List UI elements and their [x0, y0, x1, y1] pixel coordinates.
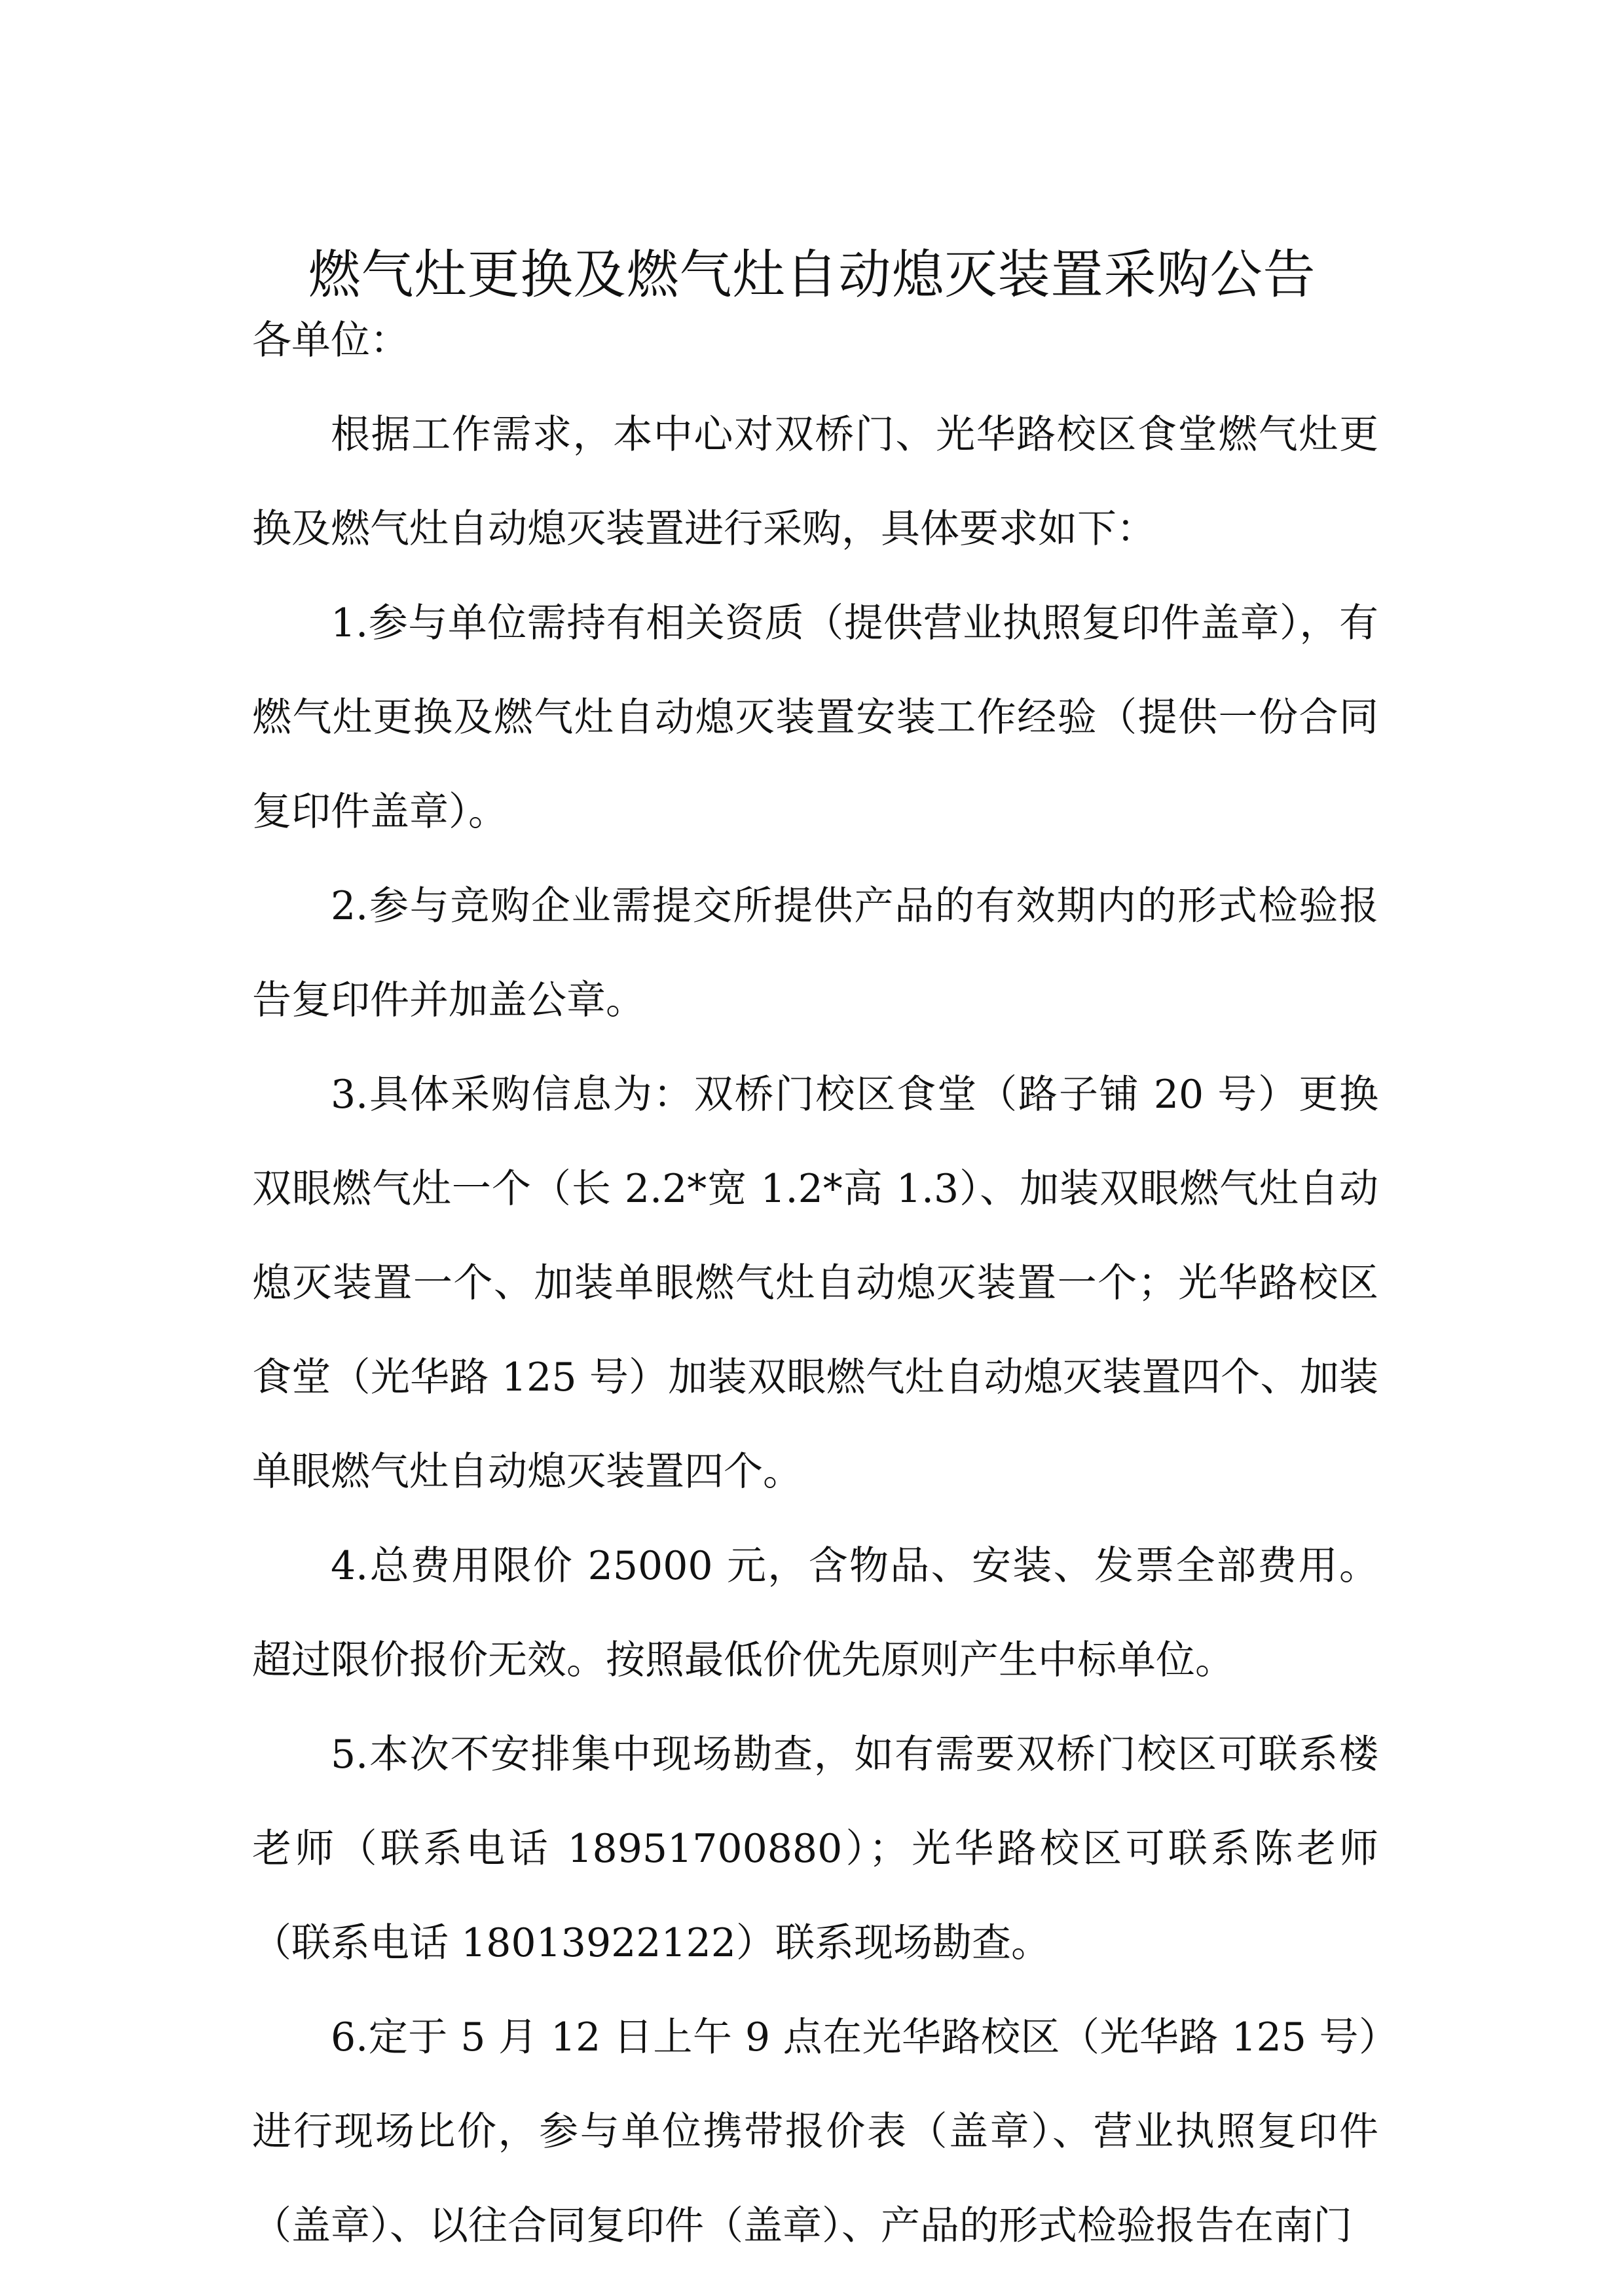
- requirement-item-6: 6.定于 5 月 12 日上午 9 点在光华路校区（光华路 125 号）进行现场比价，参与单位携带报价表（盖章）、营业执照复印件（盖章）、以往合同复印件（盖章）、产品的形式检验报告在南门: [252, 2014, 1378, 2249]
- requirement-item-2: 2.参与竞购企业需提交所提供产品的有效期内的形式检验报告复印件并加盖公章。: [252, 883, 1378, 1023]
- document-title: 燃气灶更换及燃气灶自动熄灭装置采购公告: [308, 244, 1316, 305]
- requirement-item-5: 5.本次不安排集中现场勘查，如有需要双桥门校区可联系楼老师（联系电话 18951700880）；光华路校区可联系陈老师（联系电话 18013922122）联系现场勘查。: [252, 1732, 1378, 1966]
- document-body: [252, 293, 1378, 2273]
- intro-paragraph: 根据工作需求，本中心对双桥门、光华路校区食堂燃气灶更换及燃气灶自动熄灭装置进行采购，具体要求如下：: [252, 412, 1378, 552]
- requirement-item-4: 4.总费用限价 25000 元，含物品、安装、发票全部费用。超过限价报价无效。按照最低价优先原则产生中标单位。: [252, 1543, 1378, 1683]
- requirement-item-1: 1.参与单位需持有相关资质（提供营业执照复印件盖章），有燃气灶更换及燃气灶自动熄灭装置安装工作经验（提供一份合同复印件盖章）。: [252, 600, 1378, 835]
- requirement-item-3: 3.具体采购信息为：双桥门校区食堂（路子铺 20 号）更换双眼燃气灶一个（长 2.2*宽 1.2*高 1.3）、加装双眼燃气灶自动熄灭装置一个、加装单眼燃气灶自动熄灭装置一个；光华路校区食堂（光华路 125 号）加装双眼燃气灶自动熄灭装置四个、加装单眼燃气灶自动熄灭装置四个。: [252, 1072, 1378, 1495]
- salutation: 各单位：: [252, 318, 409, 363]
